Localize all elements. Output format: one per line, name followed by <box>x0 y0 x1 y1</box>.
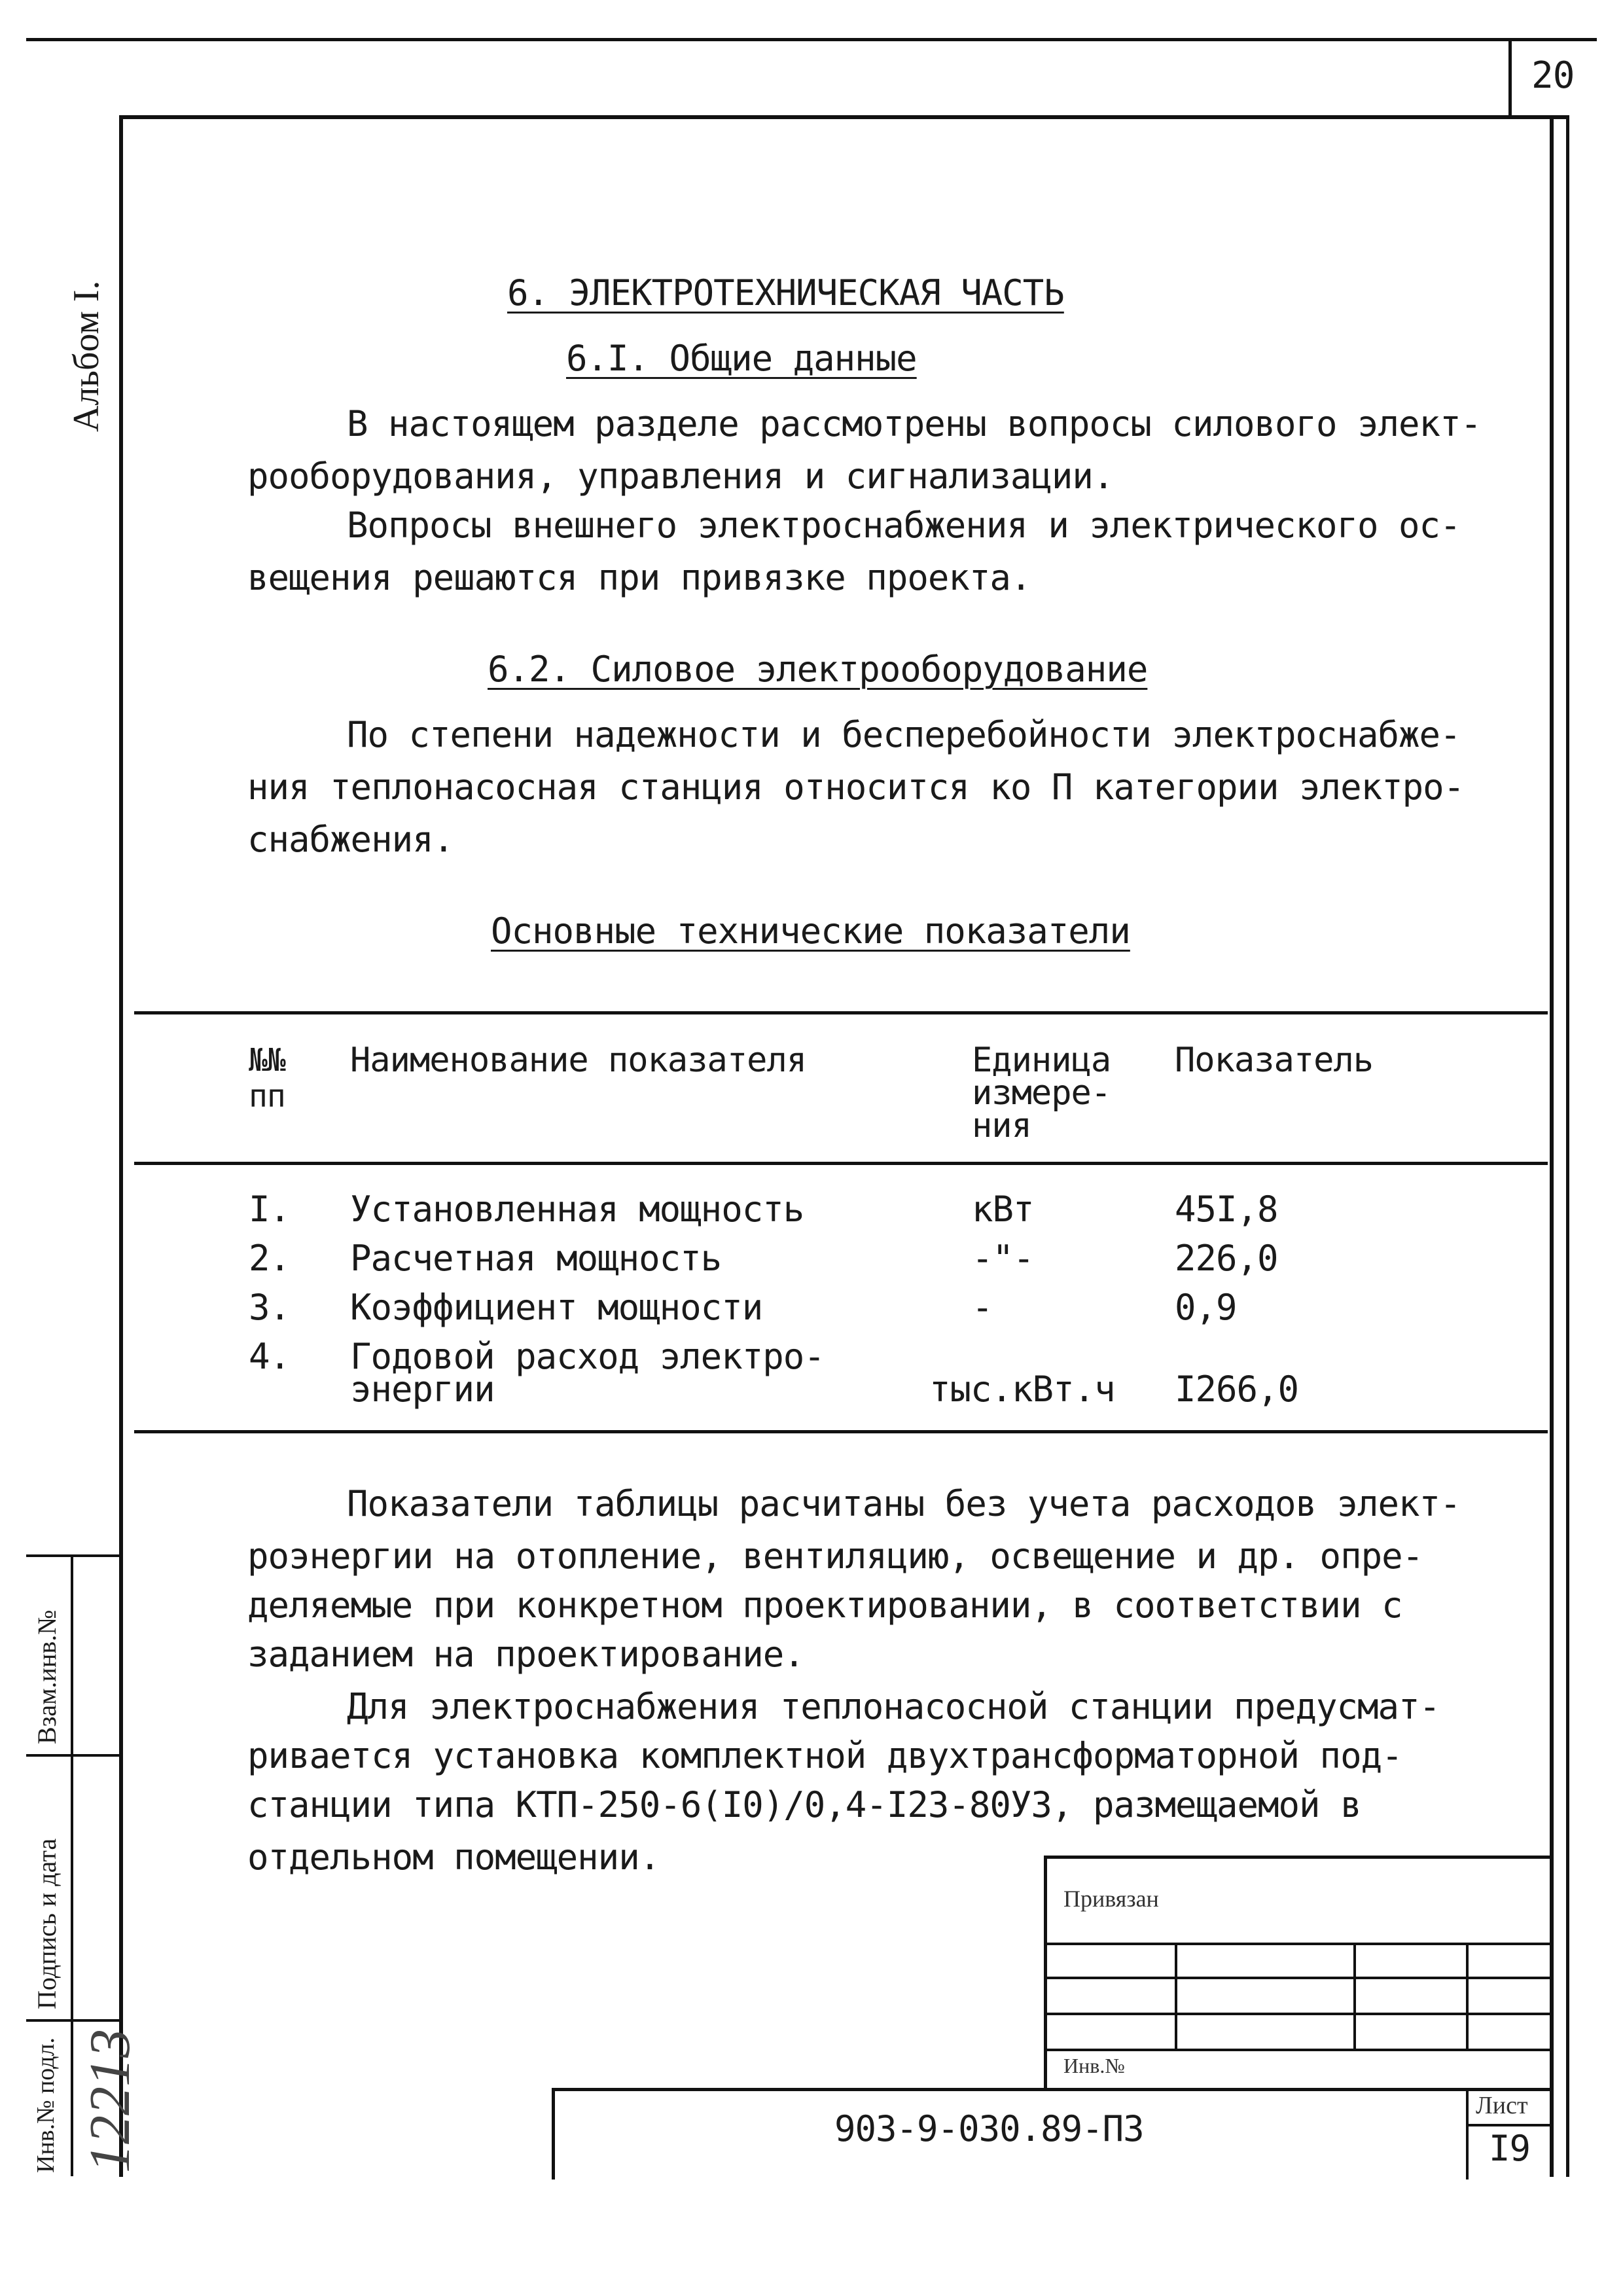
row4-num: 4. <box>249 1336 291 1377</box>
margin-hline-1 <box>26 1754 121 1757</box>
row4-unit: тыс.кВт.ч <box>929 1369 1115 1410</box>
document-code: 903-9-030.89-ПЗ <box>834 2108 1144 2149</box>
para2-line2: вещения решаются при привязке проекта. <box>247 557 1031 598</box>
frame-right <box>1550 115 1554 2177</box>
para3-line3: снабжения. <box>247 819 454 860</box>
stamp-hline-2 <box>1044 1977 1551 1979</box>
subsection-2-title: 6.2. Силовое электрооборудование <box>488 649 1148 690</box>
stamp-left <box>1044 1856 1047 2091</box>
subsection-1-title: 6.I. Общие данные <box>566 338 917 379</box>
row1-name: Установленная мощность <box>350 1189 804 1230</box>
para3-line1: По степени надежности и бесперебойности электроснабже- <box>347 714 1461 755</box>
header-num-line1: №№ <box>249 1042 285 1079</box>
page-number-box-left <box>1508 38 1512 118</box>
para4-line4: заданием на проектирование. <box>247 1634 804 1675</box>
stamp-privyazan: Привязан <box>1063 1886 1159 1912</box>
stamp-vline-2 <box>1353 1943 1356 2051</box>
header-num-line2: пп <box>249 1078 285 1115</box>
stamp-top <box>1044 1856 1551 1859</box>
para4-line2: роэнергии на отопление, вентиляцию, освещение и др. опре- <box>247 1535 1423 1577</box>
stamp-hline-4 <box>1044 2049 1551 2051</box>
stamp-vline-3 <box>1466 1943 1469 2051</box>
sheet-label: Лист <box>1476 2092 1528 2119</box>
frame-top <box>119 115 1569 119</box>
para5-line4: отдельном помещении. <box>247 1837 660 1878</box>
header-unit-line3: ния <box>972 1106 1031 1145</box>
para5-line1: Для электроснабжения теплонасосной станции предусмат- <box>347 1686 1440 1727</box>
row2-name: Расчетная мощность <box>350 1238 722 1279</box>
row4-value: I266,0 <box>1175 1369 1299 1410</box>
stamp-vline-1 <box>1175 1943 1177 2051</box>
row4-name-line1: Годовой расход электро- <box>350 1336 825 1377</box>
para2-line1: Вопросы внешнего электроснабжения и электрического ос- <box>347 505 1461 546</box>
row1-num: I. <box>249 1189 291 1230</box>
row2-num: 2. <box>249 1238 291 1279</box>
table-bottom-rule <box>134 1430 1548 1433</box>
frame-left <box>119 115 123 2177</box>
row3-name: Коэффициент мощности <box>350 1287 763 1328</box>
para5-line2: ривается установка комплектной двухтрансформаторной под- <box>247 1735 1402 1776</box>
para1-line1: В настоящем разделе рассмотрены вопросы силового элект- <box>347 403 1482 444</box>
row1-value: 45I,8 <box>1175 1189 1278 1230</box>
table-title: Основные технические показатели <box>491 910 1130 952</box>
header-unit-line1: Единица <box>972 1041 1111 1080</box>
row3-value: 0,9 <box>1175 1287 1237 1328</box>
para1-line2: рооборудования, управления и сигнализации. <box>247 456 1114 497</box>
margin-inv-podl-label: Инв.№ подл. <box>32 2037 60 2173</box>
title-block-sheet-divider <box>1466 2088 1469 2179</box>
row1-unit: кВт <box>972 1189 1034 1230</box>
page-number: 20 <box>1531 54 1575 97</box>
frame-right-outer <box>1566 115 1569 2177</box>
header-name: Наименование показателя <box>350 1041 807 1080</box>
margin-vzam-label: Взам.инв.№ <box>32 1609 62 1744</box>
row3-num: 3. <box>249 1287 291 1328</box>
stamp-hline-3 <box>1044 2013 1551 2015</box>
margin-col-divider <box>71 1554 73 2176</box>
margin-handwritten-number: 12213 <box>79 2029 142 2173</box>
margin-podpis-label: Подпись и дата <box>32 1838 62 2009</box>
album-label: Альбом I. <box>66 280 107 432</box>
top-rule <box>26 38 1597 41</box>
row2-value: 226,0 <box>1175 1238 1278 1279</box>
row2-unit: -"- <box>972 1238 1034 1279</box>
title-block-left <box>552 2088 555 2179</box>
sheet-number: I9 <box>1489 2128 1531 2169</box>
section-title: 6. ЭЛЕКТРОТЕХНИЧЕСКАЯ ЧАСТЬ <box>507 272 1064 314</box>
para4-line1: Показатели таблицы расчитаны без учета расходов элект- <box>347 1483 1461 1524</box>
margin-hline-2 <box>26 2019 121 2022</box>
para5-line3: станции типа КТП-250-6(I0)/0,4-I23-80УЗ, размещаемой в <box>247 1784 1361 1825</box>
table-top-rule <box>134 1011 1548 1014</box>
row3-unit: - <box>972 1287 993 1328</box>
para4-line3: деляемые при конкретном проектировании, в соответствии с <box>247 1585 1402 1626</box>
row4-name-line2: энергии <box>350 1369 495 1410</box>
header-value: Показатель <box>1175 1041 1374 1080</box>
stamp-hline-1 <box>1044 1943 1551 1945</box>
para3-line2: ния теплонасосная станция относится ко П категории электро- <box>247 766 1465 808</box>
margin-top <box>26 1554 121 1557</box>
header-unit-line2: измере- <box>972 1073 1111 1113</box>
table-header-rule <box>134 1162 1548 1165</box>
stamp-inv-no: Инв.№ <box>1063 2054 1125 2077</box>
title-block-top <box>552 2088 1551 2091</box>
